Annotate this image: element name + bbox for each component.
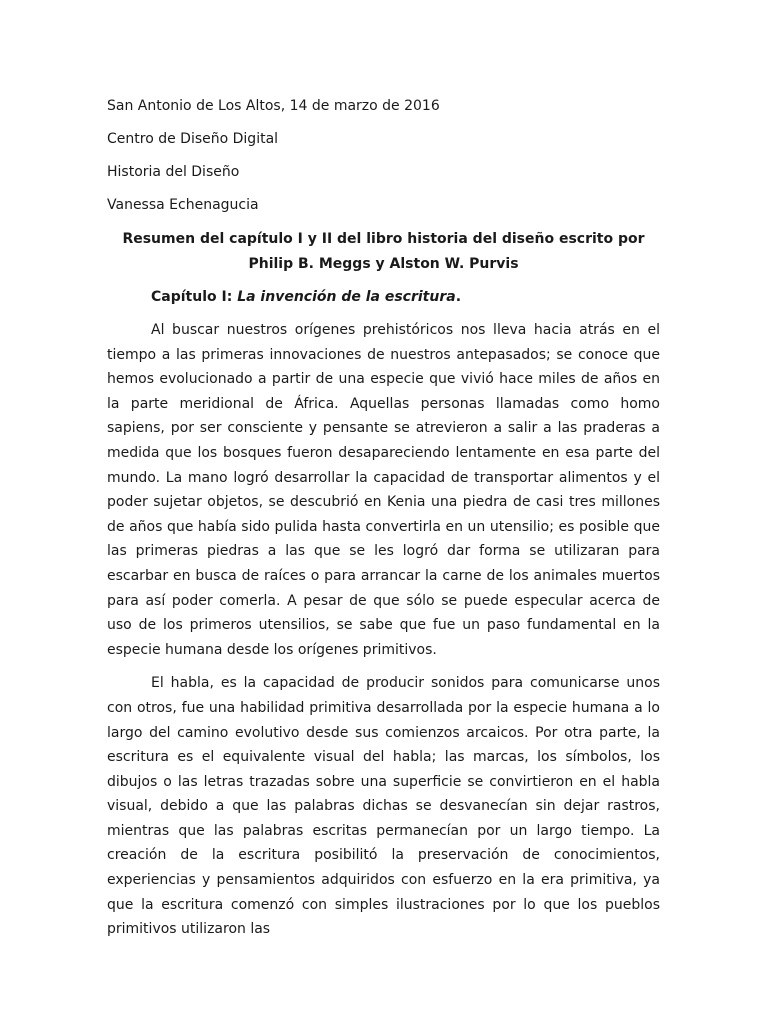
chapter-heading bbox=[107, 287, 660, 307]
title-line-2: Philip B. Meggs y Alston W. Purvis bbox=[248, 256, 519, 272]
document-title bbox=[107, 227, 660, 277]
place-date-line: San Antonio de Los Altos, 14 de marzo de 2016 bbox=[107, 98, 440, 114]
body-paragraph-2: El habla, es la capacidad de producir sonidos para comunicarse unos con otros, fue una habilidad primitiva desarrollada por la especie humana a lo largo del camino evolutivo desde sus comienzos arcaicos. Por otra parte, la escritura es el equivalente visual del habla; las marcas, los símbolos, los dibujos o las letras trazadas sobre una superficie se convirtieron en el habla visual, debido a que las palabras dichas se desvanecían sin dejar rastros, mientras que las palabras escritas permanecían por un largo tiempo. La creación de la escritura posibilitó la preservación de conocimientos, experiencias y pensamientos adquiridos con esfuerzo en la era primitiva, ya que la escritura comenzó con simples ilustraciones por lo que los pueblos primitivos utilizaron las bbox=[107, 675, 660, 938]
subject-line: Historia del Diseño bbox=[107, 164, 240, 180]
chapter-end: . bbox=[455, 289, 462, 305]
document-content bbox=[107, 96, 660, 942]
chapter-label: Capítulo I: bbox=[151, 289, 238, 305]
body-paragraph-1: Al buscar nuestros orígenes prehistóricos nos lleva hacia atrás en el tiempo a las primeras innovaciones de nuestros antepasados; se conoce que hemos evolucionado a partir de una especie que vivió hace miles de años en la parte meridional de África. Aquellas personas llamadas como homo sapiens, por ser consciente y pensante se atrevieron a salir a las praderas a medida que los bosques fueron desapareciendo lentamente en esa parte del mundo. La mano logró desarrollar la capacidad de transportar alimentos y el poder sujetar objetos, se descubrió en Kenia una piedra de casi tres millones de años que había sido pulida hasta convertirla en un utensilio; es posible que las primeras piedras a las que se les logró dar forma se utilizaran para escarbar en busca de raíces o para arrancar la carne de los animales muertos para así poder comerla. A pesar de que sólo se puede especular acerca de uso de los primeros utensilios, se sabe que fue un paso fundamental en la especie humana desde los orígenes primitivos. bbox=[107, 322, 660, 658]
institution-line: Centro de Diseño Digital bbox=[107, 131, 279, 147]
title-line-1: Resumen del capítulo I y II del libro historia del diseño escrito por bbox=[122, 231, 645, 247]
author-line: Vanessa Echenagucia bbox=[107, 197, 259, 213]
chapter-name: La invención de la escritura bbox=[237, 289, 456, 305]
